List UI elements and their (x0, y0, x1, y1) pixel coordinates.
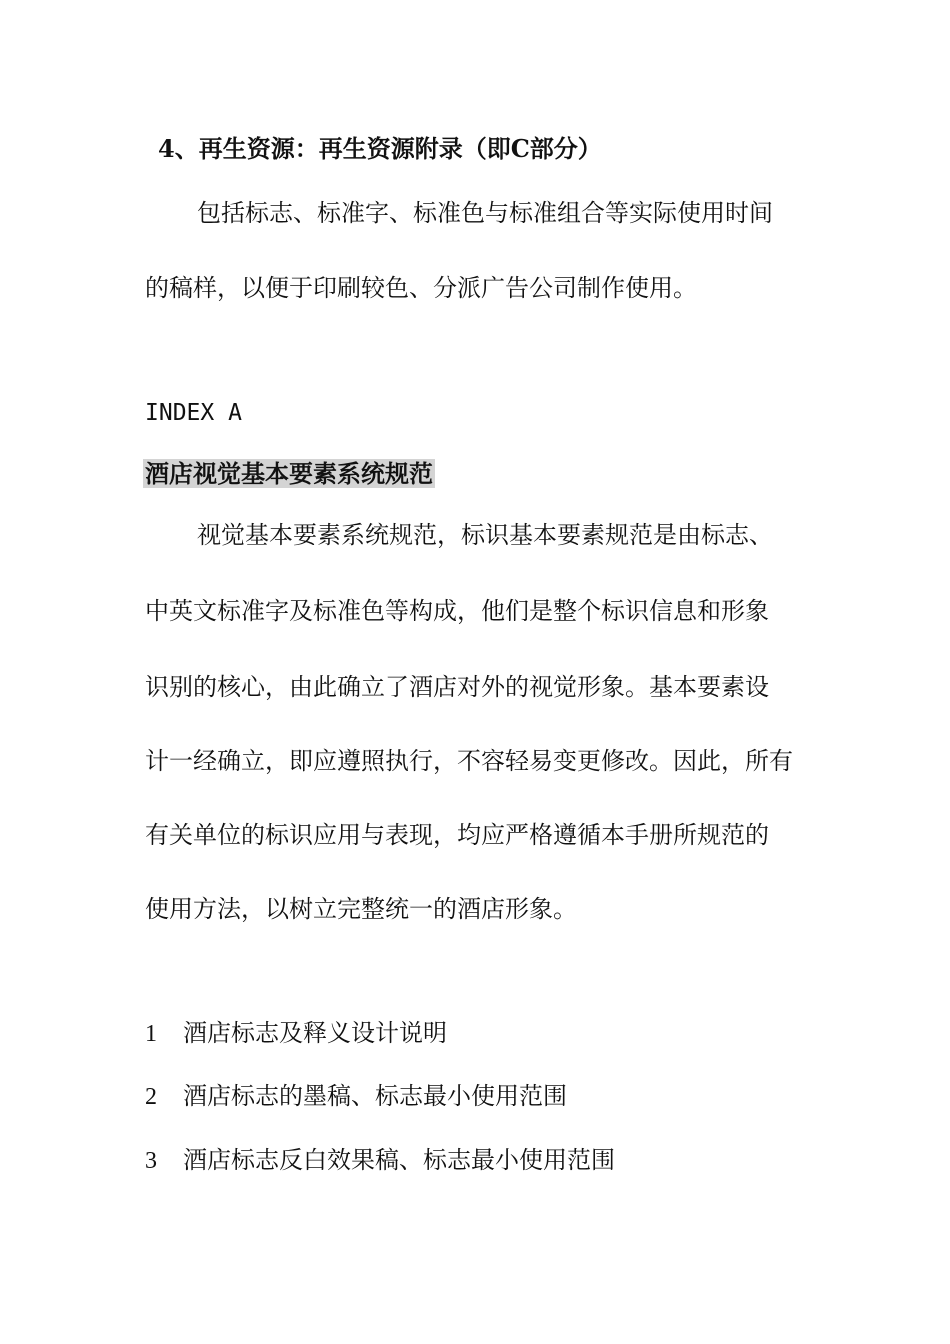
paragraph-line: 中英文标准字及标准色等构成，他们是整个标识信息和形象 (145, 597, 769, 625)
paragraph-line: 视觉基本要素系统规范，标识基本要素规范是由标志、 (197, 521, 773, 549)
paragraph-line: 识别的核心，由此确立了酒店对外的视觉形象。基本要素设 (145, 673, 769, 701)
section-title-wrapper (145, 459, 435, 489)
paragraph-line: 使用方法，以树立完整统一的酒店形象。 (145, 895, 577, 923)
paragraph-line: 包括标志、标准字、标准色与标准组合等实际使用时间 (197, 199, 773, 227)
section-title: 酒店视觉基本要素系统规范 (145, 459, 433, 488)
list-item (145, 1081, 567, 1112)
list-item (145, 1145, 615, 1176)
list-item-text: 酒店标志反白效果稿、标志最小使用范围 (183, 1146, 615, 1174)
list-item-number: 2 (145, 1084, 157, 1110)
list-item-text: 酒店标志的墨稿、标志最小使用范围 (183, 1082, 567, 1110)
page-heading: 4、再生资源：再生资源附录（即C部分） (158, 134, 602, 163)
list-item (145, 1018, 447, 1049)
paragraph-line: 计一经确立，即应遵照执行，不容轻易变更修改。因此，所有 (145, 747, 793, 775)
index-label: INDEX A (145, 400, 242, 426)
list-item-number: 1 (145, 1021, 157, 1047)
list-item-number: 3 (145, 1148, 157, 1174)
paragraph-line: 有关单位的标识应用与表现，均应严格遵循本手册所规范的 (145, 821, 769, 849)
paragraph-line: 的稿样，以便于印刷较色、分派广告公司制作使用。 (145, 274, 697, 302)
list-item-text: 酒店标志及释义设计说明 (183, 1019, 447, 1047)
